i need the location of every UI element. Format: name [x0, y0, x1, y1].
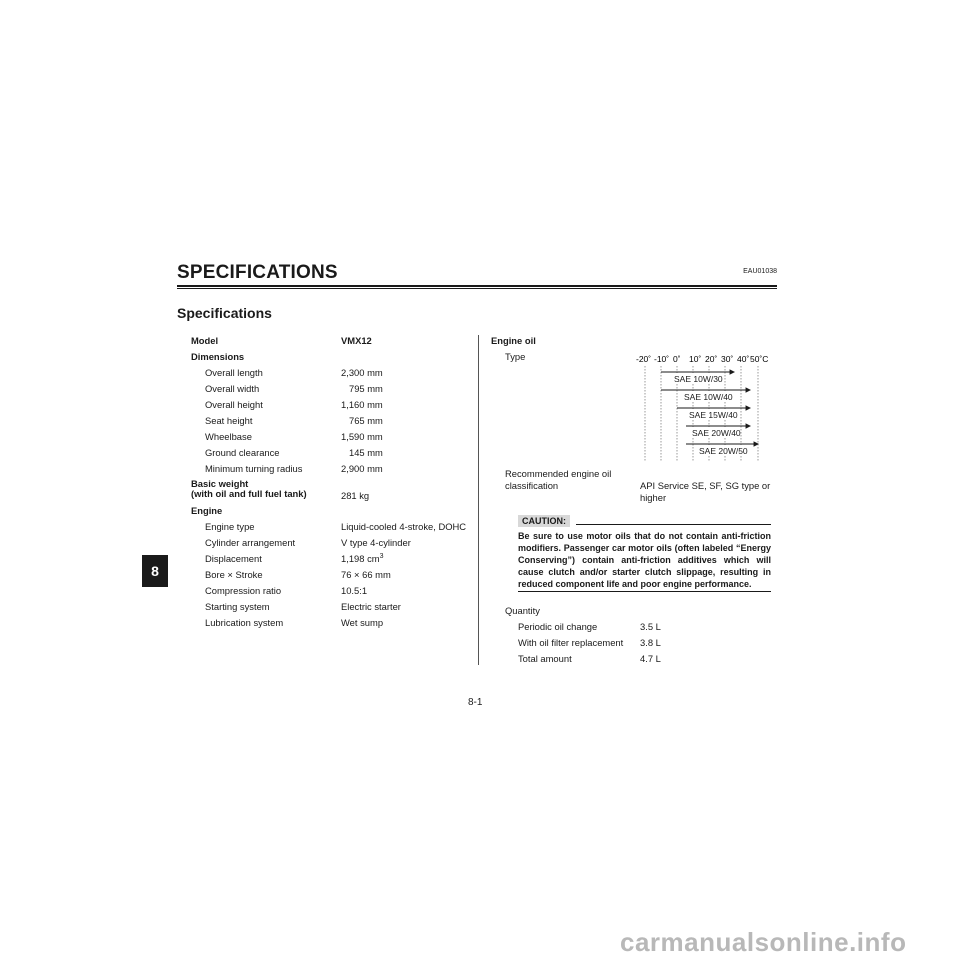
temp-tick-label: 50˚C: [750, 354, 769, 364]
caution-bottom-rule: [518, 591, 771, 592]
displacement-value: 1,198 cm: [341, 553, 380, 565]
recommended-oil-value: API Service SE, SF, SG type or: [640, 480, 771, 491]
document-code: EAU01038: [743, 268, 777, 275]
spec-label: Overall length: [205, 367, 263, 378]
quantity-label: Quantity: [505, 605, 540, 616]
range-arrow: [746, 406, 750, 410]
caution-rule: [576, 524, 771, 525]
title-rule: [177, 285, 777, 287]
grade-label: SAE 10W/40: [684, 392, 733, 402]
spec-label: Compression ratio: [205, 585, 282, 596]
temp-tick-label: -10˚: [654, 354, 670, 364]
section-subtitle: Specifications: [177, 305, 272, 321]
page-title: SPECIFICATIONS: [177, 262, 338, 283]
spec-label: Bore × Stroke: [205, 569, 263, 580]
range-arrow: [730, 370, 734, 374]
spec-label: Minimum turning radius: [205, 463, 303, 474]
dimensions-label: Dimensions: [191, 351, 245, 362]
grade-label: SAE 15W/40: [689, 410, 738, 420]
basic-weight-value: 281 kg: [341, 490, 370, 501]
temp-tick-label: 30˚: [721, 354, 734, 364]
range-arrow: [746, 424, 750, 428]
caution-text: Be sure to use motor oils that do not contain anti-friction modifiers. Passenger car motor oils (often labeled “Energy Conserving”) contain anti-friction additives which will cause clutch and/or starter clutch slippage, resulting in reduced component life and poor engine performance.: [518, 531, 771, 589]
spec-label: Cylinder arrangement: [205, 537, 296, 548]
quantity-item-label: Periodic oil change: [518, 621, 598, 632]
spec-label: Overall height: [205, 399, 263, 410]
range-arrow: [746, 388, 750, 392]
watermark: carmanualsonline.info: [620, 927, 907, 957]
basic-weight-label: Basic weight: [191, 478, 249, 489]
quantity-item-value: 3.8 L: [640, 637, 661, 648]
spec-label: Overall width: [205, 383, 260, 394]
spec-value: 145 mm: [349, 447, 383, 458]
grade-labels: [673, 373, 748, 456]
displacement-unit-superscript: 3: [379, 553, 384, 560]
temp-tick-label: 20˚: [705, 354, 718, 364]
grade-label: SAE 20W/50: [699, 446, 748, 456]
recommended-oil-value-cont: higher: [640, 492, 667, 503]
quantity-item-label: Total amount: [518, 653, 572, 664]
oil-viscosity-chart: [630, 352, 776, 464]
spec-label: Lubrication system: [205, 617, 284, 628]
column-divider: [478, 335, 479, 665]
spec-value: 76 × 66 mm: [341, 569, 391, 580]
model-value: VMX12: [341, 335, 372, 346]
spec-label: Displacement: [205, 553, 262, 564]
engine-oil-label: Engine oil: [491, 335, 536, 346]
spec-value: 10.5:1: [341, 585, 368, 596]
recommended-oil-label: Recommended engine oil: [505, 468, 612, 479]
spec-value: V type 4-cylinder: [341, 537, 411, 548]
spec-label: Engine type: [205, 521, 255, 532]
temp-tick-label: 40˚: [737, 354, 750, 364]
title-rule-thin: [177, 288, 777, 289]
spec-value: [341, 553, 383, 564]
grade-label: SAE 20W/40: [692, 428, 741, 438]
recommended-oil-sublabel: classification: [505, 480, 559, 491]
chapter-tab: 8: [142, 555, 168, 587]
page-number: 8-1: [468, 697, 483, 708]
spec-value: Wet sump: [341, 617, 384, 628]
basic-weight-sublabel: (with oil and full fuel tank): [191, 488, 307, 499]
quantity-item-value: 4.7 L: [640, 653, 661, 664]
temperature-ticks: [636, 354, 768, 364]
temp-tick-label: -20˚: [636, 354, 652, 364]
caution-label: CAUTION:: [518, 515, 570, 527]
model-label: Model: [191, 335, 219, 346]
spec-value: Electric starter: [341, 601, 401, 612]
spec-value: 2,900 mm: [341, 463, 383, 474]
spec-value: 795 mm: [349, 383, 383, 394]
spec-value: 765 mm: [349, 415, 383, 426]
spec-value: Liquid-cooled 4-stroke, DOHC: [341, 521, 467, 532]
spec-label: Starting system: [205, 601, 270, 612]
spec-value: 1,590 mm: [341, 431, 383, 442]
temp-tick-label: 10˚: [689, 354, 702, 364]
temp-tick-label: 0˚: [673, 354, 681, 364]
quantity-item-label: With oil filter replacement: [518, 637, 624, 648]
grade-label: SAE 10W/30: [674, 374, 723, 384]
spec-label: Wheelbase: [205, 431, 252, 442]
range-arrow: [754, 442, 758, 446]
quantity-item-value: 3.5 L: [640, 621, 661, 632]
oil-type-label: Type: [505, 351, 526, 362]
spec-label: Ground clearance: [205, 447, 280, 458]
spec-value: 1,160 mm: [341, 399, 383, 410]
engine-label: Engine: [191, 505, 223, 516]
spec-value: 2,300 mm: [341, 367, 383, 378]
spec-label: Seat height: [205, 415, 253, 426]
